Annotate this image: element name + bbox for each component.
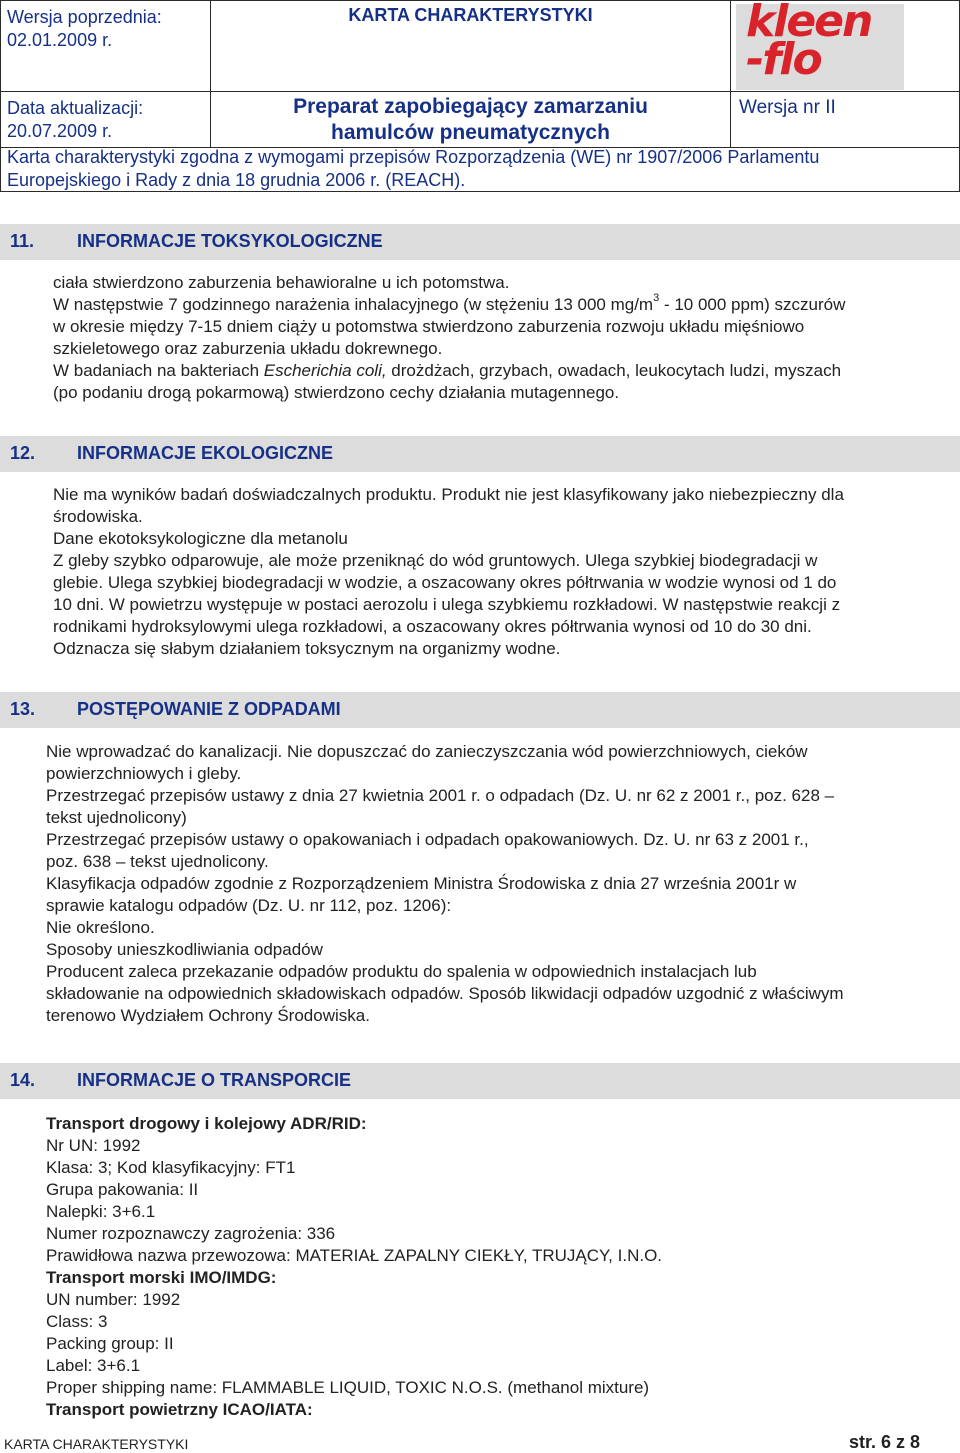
text-line: Class: 3 — [46, 1312, 108, 1331]
subheading: Transport drogowy i kolejowy ADR/RID: — [46, 1114, 367, 1133]
prev-version-label: Wersja poprzednia: — [7, 7, 162, 27]
section-12-body — [53, 484, 953, 660]
section-title: INFORMACJE O TRANSPORCIE — [77, 1070, 352, 1090]
section-title: POSTĘPOWANIE Z ODPADAMI — [77, 699, 341, 719]
section-11-body — [53, 272, 953, 404]
text-line: W następstwie 7 godzinnego narażenia inhalacyjnego (w stężeniu 13 000 $mg/m^3 - 10$ 000 ppm) szczurów — [53, 292, 846, 314]
product-name-line-1: Preparat zapobiegający zamarzaniu — [293, 95, 648, 118]
section-13-body — [46, 741, 956, 1027]
text-line: Proper shipping name: FLAMMABLE LIQUID, TOXIC N.O.S. (methanol mixture) — [46, 1378, 650, 1397]
logo-line-2: -flo — [746, 34, 821, 85]
logo-line-1: kleen — [746, 0, 872, 47]
section-number: 13. — [10, 699, 36, 719]
prev-version-date: 02.01.2009 r. — [7, 30, 113, 50]
section-12-header — [0, 436, 960, 472]
text-line: Label: 3+6.1 — [46, 1356, 141, 1375]
text-line: sprawie katalogu odpadów (Dz. U. nr 112, poz. 1206): — [46, 896, 452, 915]
company-logo — [736, 0, 904, 90]
section-13-header — [0, 692, 960, 728]
update-label: Data aktualizacji: — [7, 98, 144, 118]
section-title: INFORMACJE TOKSYKOLOGICZNE — [77, 231, 383, 251]
section-14-body — [46, 1113, 956, 1421]
section-title: INFORMACJE EKOLOGICZNE — [77, 443, 334, 463]
regulation-line-1: Karta charakterystyki zgodna z wymogami przepisów Rozporządzenia (WE) nr 1907/2006 Parlamentu — [7, 147, 820, 167]
text-line: Dane ekotoksykologiczne dla metanolu — [53, 529, 348, 548]
text-line: składowanie na odpowiednich składowiskach odpadów. Sposób likwidacji odpadów uzgodnić z właściwym — [46, 984, 844, 1003]
text-line: glebie. Ulega szybkiej biodegradacji w wodzie, a oszacowany okres półtrwania w wodzie wynosi od 1 do — [53, 573, 837, 592]
regulation-line-2: Europejskiego i Rady z dnia 18 grudnia 2006 r. (REACH). — [7, 170, 466, 190]
section-number: 14. — [10, 1070, 36, 1090]
text-line: ciała stwierdzono zaburzenia behawioralne u ich potomstwa. — [53, 273, 510, 292]
document-header — [0, 0, 960, 192]
text-line: 10 dni. W powietrzu występuje w postaci aerozolu i ulega szybkiemu rozkładowi. W następstwie reakcji z — [53, 595, 841, 614]
text-line: w okresie między 7-15 dniem ciąży u potomstwa stwierdzono zaburzenia rozwoju układu mięśniowo — [53, 317, 805, 336]
subheading: Transport morski IMO/IMDG: — [46, 1268, 277, 1287]
subheading: Transport powietrzny ICAO/IATA: — [46, 1400, 313, 1419]
regulation-notice — [7, 146, 947, 192]
text-line: UN number: 1992 — [46, 1290, 181, 1309]
text-line: Klasa: 3; Kod klasyfikacyjny: FT1 — [46, 1158, 296, 1177]
text-line: Producent zaleca przekazanie odpadów produktu do spalenia w odpowiednich instalacjach lub — [46, 962, 757, 981]
text-line: (po podaniu drogą pokarmową) stwierdzono cechy działania mutagennego. — [53, 383, 620, 402]
text-line: Nie wprowadzać do kanalizacji. Nie dopuszczać do zanieczyszczania wód powierzchniowych, cieków — [46, 742, 808, 761]
version-number: Wersja nr II — [739, 97, 836, 118]
footer-doc-type: KARTA CHARAKTERYSTYKI — [4, 1436, 189, 1452]
text-line: terenowo Wydziałem Ochrony Środowiska. — [46, 1006, 370, 1025]
text-line: Prawidłowa nazwa przewozowa: MATERIAŁ ZAPALNY CIEKŁY, TRUJĄCY, I.N.O. — [46, 1246, 663, 1265]
text-line: Przestrzegać przepisów ustawy o opakowaniach i odpadach opakowaniowych. Dz. U. nr 63 z 2001 r., — [46, 830, 809, 849]
text-line: Packing group: II — [46, 1334, 174, 1353]
page-number: str. 6 z 8 — [848, 1432, 920, 1452]
section-number: 12. — [10, 443, 36, 463]
text-line: poz. 638 – tekst ujednolicony. — [46, 852, 269, 871]
text-line: Klasyfikacja odpadów zgodnie z Rozporządzeniem Ministra Środowiska z dnia 27 września 2001r w — [46, 874, 797, 893]
text-line: Sposoby unieszkodliwiania odpadów — [46, 940, 323, 959]
text-line: tekst ujednolicony) — [46, 808, 187, 827]
text-line: Nr UN: 1992 — [46, 1136, 141, 1155]
text-line: Numer rozpoznawczy zagrożenia: 336 — [46, 1224, 336, 1243]
section-number: 11. — [10, 231, 35, 251]
text-line: Odznacza się słabym działaniem toksycznym na organizmy wodne. — [53, 639, 561, 658]
text-line: Przestrzegać przepisów ustawy z dnia 27 kwietnia 2001 r. o odpadach (Dz. U. nr 62 z 2001 r., poz. 628 – — [46, 786, 835, 805]
text-line: W badaniach na bakteriach Escherichia coli, drożdżach, grzybach, owadach, leukocytach ludzi, myszach — [53, 361, 842, 380]
section-14-header — [0, 1063, 960, 1099]
header-divider — [730, 1, 731, 148]
text-line: Z gleby szybko odparowuje, ale może przeniknąć do wód gruntowych. Ulega szybkiej biodegradacji w — [53, 551, 818, 570]
text-line: rodnikami hydroksylowymi ulega rozkładowi, a oszacowany okres półtrwania wynosi od 10 do 30 dni. — [53, 617, 812, 636]
text-line: Nie określono. — [46, 918, 155, 937]
text-line: powierzchniowych i gleby. — [46, 764, 242, 783]
doc-type-title: KARTA CHARAKTERYSTYKI — [348, 5, 593, 25]
product-name-line-2: hamulców pneumatycznych — [331, 121, 610, 144]
update-date: 20.07.2009 r. — [7, 121, 113, 141]
text-line: środowiska. — [53, 507, 143, 526]
section-11-header — [0, 224, 960, 260]
text-line: szkieletowego oraz zaburzenia układu dokrewnego. — [53, 339, 443, 358]
text-line: Grupa pakowania: II — [46, 1180, 199, 1199]
text-line: Nie ma wyników badań doświadczalnych produktu. Produkt nie jest klasyfikowany jako niebezpieczny dla — [53, 485, 844, 504]
text-line: Nalepki: 3+6.1 — [46, 1202, 156, 1221]
